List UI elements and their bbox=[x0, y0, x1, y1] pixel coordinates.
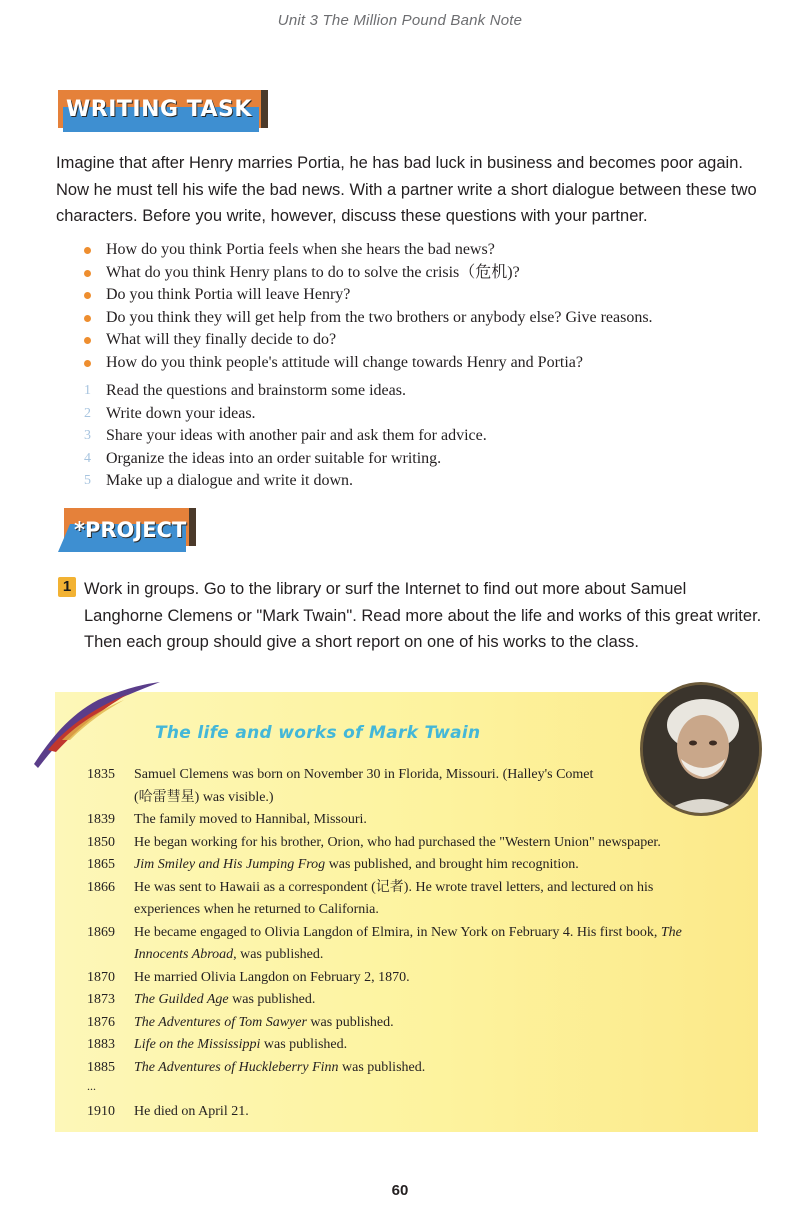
step-item bbox=[84, 470, 764, 493]
timeline-row bbox=[87, 764, 757, 809]
writing-task-heading: WRITING TASK bbox=[66, 97, 252, 122]
timeline-event bbox=[134, 764, 757, 809]
timeline-year: 1839 bbox=[87, 812, 115, 827]
bullet-icon bbox=[84, 360, 91, 367]
timeline-event bbox=[134, 1034, 757, 1057]
event-text: He was sent to Hawaii as a correspondent (记者). He wrote travel letters, and lectured on his bbox=[134, 879, 654, 895]
project-label: PROJECT bbox=[84, 518, 187, 542]
project-banner bbox=[58, 508, 196, 554]
bullet-icon bbox=[84, 337, 91, 344]
work-title: The Guilded Age bbox=[134, 992, 229, 1007]
question-item bbox=[84, 352, 764, 375]
bullet-icon bbox=[84, 247, 91, 254]
timeline-row bbox=[87, 1034, 757, 1057]
question-item bbox=[84, 262, 764, 285]
timeline-year: 1870 bbox=[87, 969, 115, 985]
discussion-questions bbox=[84, 239, 764, 374]
timeline-row bbox=[87, 1057, 757, 1080]
timeline-row bbox=[87, 1012, 757, 1035]
timeline-row bbox=[87, 832, 757, 855]
task-number-badge: 1 bbox=[58, 577, 76, 597]
work-title: The Adventures of Tom Sawyer bbox=[134, 1014, 307, 1030]
step-number: 5 bbox=[84, 473, 91, 488]
question-item bbox=[84, 307, 764, 330]
timeline-event bbox=[134, 922, 757, 967]
timeline-year: 1876 bbox=[87, 1014, 115, 1030]
step-number: 2 bbox=[84, 405, 91, 421]
banner-dark-edge bbox=[261, 90, 268, 128]
step-item bbox=[84, 380, 764, 403]
question-text: How do you think people's attitude will change towards Henry and Portia? bbox=[106, 353, 583, 371]
step-text: Make up a dialogue and write it down. bbox=[106, 472, 354, 489]
event-text-continued: , was published. bbox=[233, 947, 324, 962]
work-title: The Adventures of Huckleberry Finn bbox=[134, 1059, 339, 1075]
timeline-year: 1910 bbox=[87, 1104, 115, 1119]
timeline-event bbox=[134, 1057, 757, 1080]
writing-task-intro: Imagine that after Henry marries Portia, he has bad luck in business and becomes poor again. Now he must tell his wife the bad news. With a partner write a short dialogue between these two characters. Before you write, however, discuss these questions with your partner. bbox=[56, 154, 757, 225]
work-title: Life on the Mississippi bbox=[134, 1037, 261, 1052]
event-text: was published. bbox=[338, 1059, 426, 1075]
timeline-row bbox=[87, 989, 757, 1012]
step-text: Organize the ideas into an order suitable for writing. bbox=[106, 449, 442, 467]
timeline-year: 1883 bbox=[87, 1037, 115, 1052]
project-heading bbox=[74, 518, 186, 542]
step-item bbox=[84, 403, 764, 426]
event-text: was published. bbox=[228, 992, 316, 1007]
event-text: was published, and brought him recognition. bbox=[325, 857, 579, 872]
question-item bbox=[84, 239, 764, 262]
writing-task-banner bbox=[58, 90, 268, 135]
event-text: was published. bbox=[306, 1014, 394, 1030]
timeline-row bbox=[87, 922, 757, 967]
timeline-event bbox=[134, 854, 757, 877]
question-text: Do you think they will get help from the two brothers or anybody else? Give reasons. bbox=[106, 308, 653, 326]
event-text: He became engaged to Olivia Langdon of Elmira, in New York on February 4. His first book, bbox=[134, 924, 661, 940]
bullet-icon bbox=[84, 292, 91, 299]
work-title: Jim Smiley and His Jumping Frog bbox=[134, 857, 326, 872]
timeline-event bbox=[134, 1012, 757, 1035]
step-item bbox=[84, 425, 764, 448]
step-number: 3 bbox=[84, 428, 91, 443]
running-head: Unit 3 The Million Pound Bank Note bbox=[277, 12, 523, 29]
timeline-year: 1865 bbox=[87, 857, 115, 872]
timeline-year: 1869 bbox=[87, 924, 115, 940]
timeline-year: 1850 bbox=[87, 834, 115, 850]
step-item bbox=[84, 448, 764, 471]
timeline-event bbox=[134, 989, 757, 1012]
question-text: What do you think Henry plans to do to solve the crisis（危机)? bbox=[106, 263, 520, 281]
page-number: 60 bbox=[391, 1182, 409, 1199]
timeline-event: The family moved to Hannibal, Missouri. bbox=[134, 812, 367, 827]
timeline-event bbox=[134, 877, 757, 922]
timeline-event: He married Olivia Langdon on February 2, 1870. bbox=[134, 969, 410, 985]
timeline-row bbox=[87, 809, 757, 832]
twain-timeline bbox=[87, 764, 757, 1124]
event-text-continued: experiences when he returned to California. bbox=[134, 902, 379, 917]
timeline-event: He began working for his brother, Orion, who had purchased the "Western Union" newspaper. bbox=[134, 834, 661, 850]
timeline-year: 1866 bbox=[87, 879, 115, 895]
question-text: What will they finally decide to do? bbox=[106, 331, 337, 348]
timeline-row bbox=[87, 877, 757, 922]
step-text: Read the questions and brainstorm some ideas. bbox=[106, 382, 406, 399]
event-text-continued: (哈雷彗星) was visible.) bbox=[134, 789, 274, 805]
timeline-event: He died on April 21. bbox=[134, 1104, 249, 1119]
question-text: How do you think Portia feels when she hears the bad news? bbox=[106, 241, 495, 258]
step-number: 1 bbox=[84, 383, 91, 398]
step-text: Write down your ideas. bbox=[106, 404, 256, 422]
timeline-year: 1835 bbox=[87, 767, 115, 782]
panel-title: The life and works of Mark Twain bbox=[155, 723, 481, 743]
bullet-icon bbox=[84, 270, 91, 277]
timeline-row bbox=[87, 967, 757, 990]
project-asterisk: * bbox=[74, 518, 85, 542]
event-text: Samuel Clemens was born on November 30 in Florida, Missouri. (Halley's Comet bbox=[134, 767, 594, 782]
timeline-ellipsis: ... bbox=[87, 1079, 96, 1093]
brush-stroke-decoration bbox=[28, 680, 163, 770]
question-item bbox=[84, 329, 764, 352]
banner-dark-edge bbox=[189, 508, 196, 546]
timeline-row bbox=[87, 1101, 757, 1124]
writing-steps bbox=[84, 380, 764, 493]
step-text: Share your ideas with another pair and ask them for advice. bbox=[106, 427, 487, 444]
work-title: The bbox=[660, 924, 682, 940]
timeline-year: 1885 bbox=[87, 1059, 115, 1075]
timeline-year: 1873 bbox=[87, 992, 115, 1007]
question-item bbox=[84, 284, 764, 307]
question-text: Do you think Portia will leave Henry? bbox=[106, 286, 351, 303]
event-text: was published. bbox=[260, 1037, 348, 1052]
step-number: 4 bbox=[84, 450, 91, 466]
work-title: Innocents Abroad bbox=[134, 947, 234, 962]
bullet-icon bbox=[84, 315, 91, 322]
project-task-text: Work in groups. Go to the library or surf the Internet to find out more about Samuel Langhorne Clemens or "Mark Twain". Read more about the life and works of this great writer. Then each group should give a short report on one of his works to the class. bbox=[84, 580, 762, 651]
timeline-row bbox=[87, 854, 757, 877]
